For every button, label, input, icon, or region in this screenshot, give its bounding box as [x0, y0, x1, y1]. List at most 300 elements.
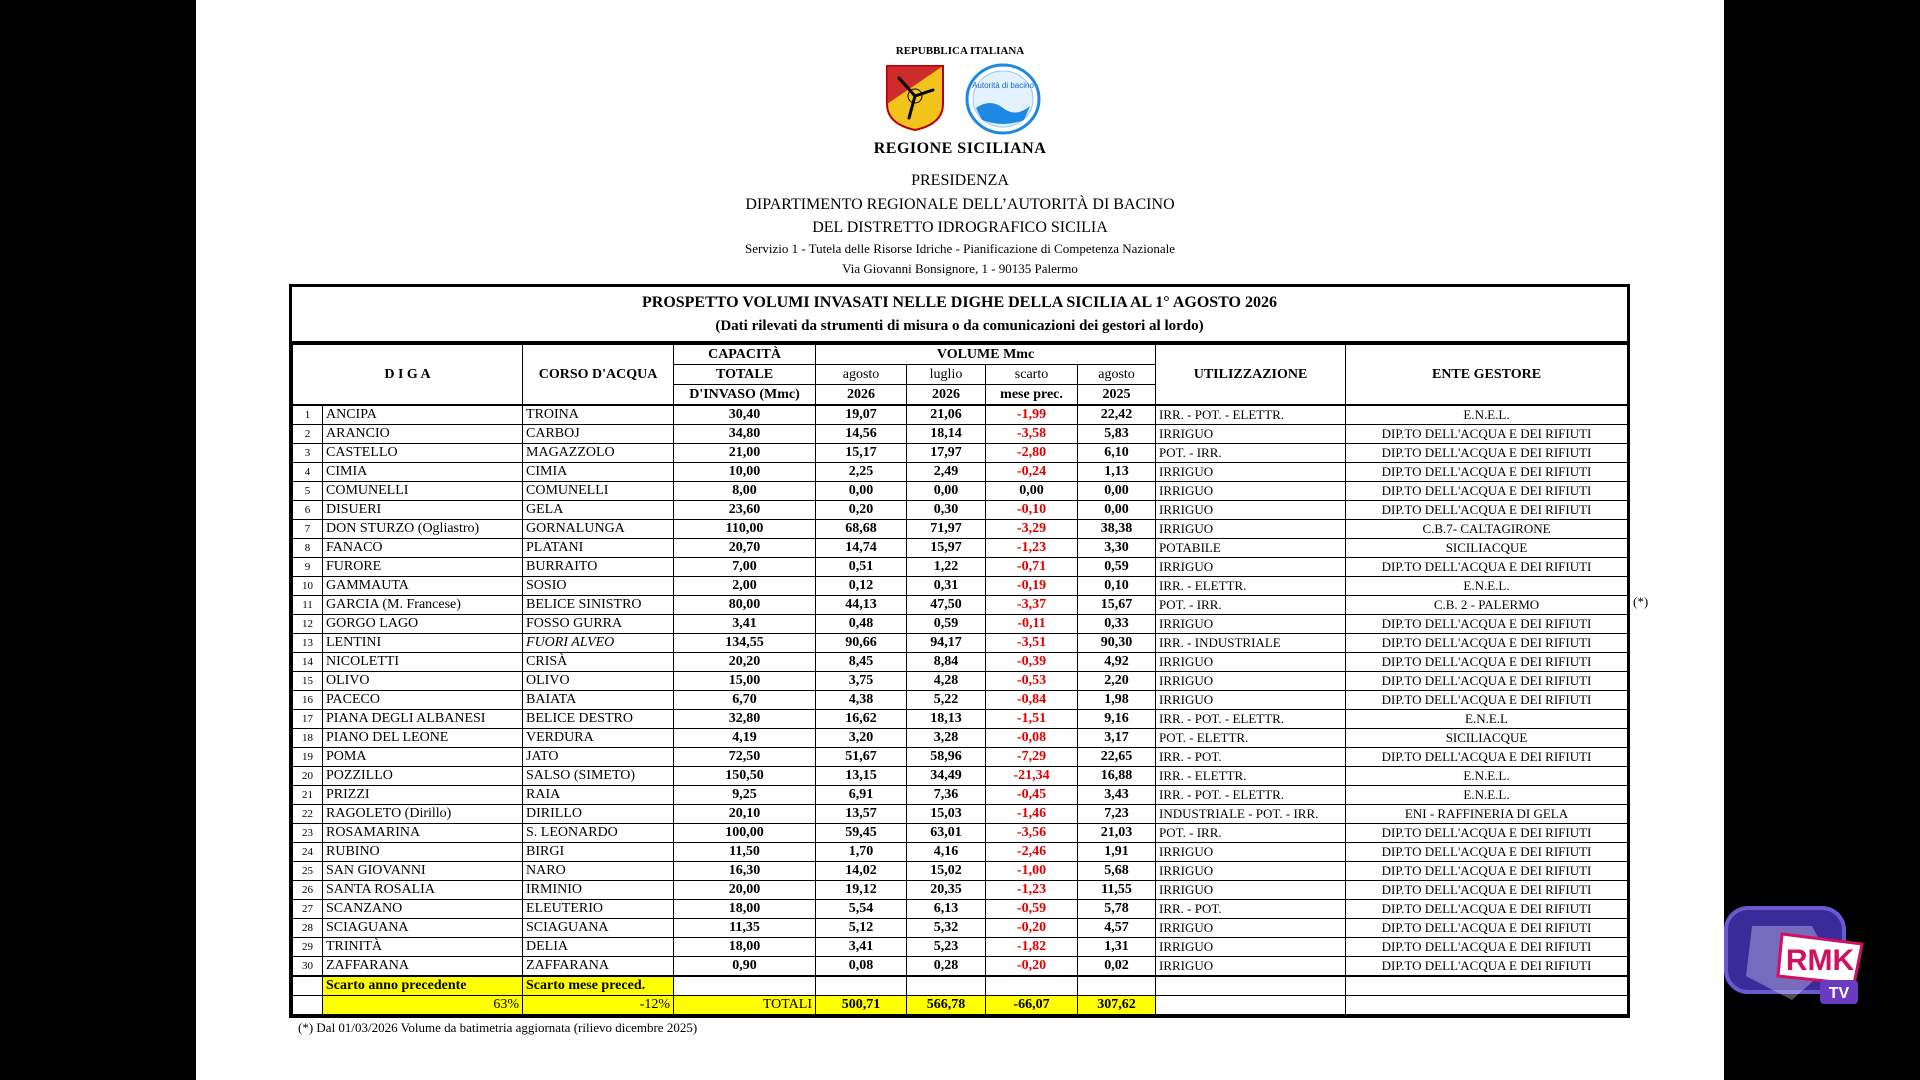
river-name: BAIATA [523, 691, 674, 710]
volume-agosto-2026: 14,02 [816, 862, 907, 881]
table-subtitle: (Dati rilevati da strumenti di misura o da comunicazioni dei gestori al lordo) [715, 318, 1204, 334]
managing-entity: DIP.TO DELL'ACQUA E DEI RIFIUTI [1346, 482, 1628, 501]
volume-luglio-2026: 34,49 [907, 767, 986, 786]
department-line-1: DIPARTIMENTO REGIONALE DELL’AUTORITÀ DI BACINO [745, 196, 1175, 213]
volume-agosto-2026: 68,68 [816, 520, 907, 539]
dam-name: SCIAGUANA [323, 919, 523, 938]
volume-agosto-2026: 4,38 [816, 691, 907, 710]
volume-agosto-2026: 14,56 [816, 425, 907, 444]
utilization: IRRIGUO [1156, 463, 1346, 482]
utilization: POT. - IRR. [1156, 444, 1346, 463]
rmk-tv-watermark-logo [1722, 904, 1872, 1012]
river-name: BELICE SINISTRO [523, 596, 674, 615]
republic-label: REPUBBLICA ITALIANA [895, 45, 1025, 57]
dam-name: SANTA ROSALIA [323, 881, 523, 900]
dam-name: DON STURZO (Ogliastro) [323, 520, 523, 539]
volume-agosto-2025: 22,65 [1078, 748, 1156, 767]
volume-scarto: -0,20 [986, 919, 1078, 938]
river-name: NARO [523, 862, 674, 881]
volume-luglio-2026: 20,35 [907, 881, 986, 900]
dam-name: ZAFFARANA [323, 957, 523, 977]
table-footer [293, 976, 1628, 1015]
utilization: IRRIGUO [1156, 653, 1346, 672]
dam-name: GORGO LAGO [323, 615, 523, 634]
volume-luglio-2026: 17,97 [907, 444, 986, 463]
managing-entity: DIP.TO DELL'ACQUA E DEI RIFIUTI [1346, 558, 1628, 577]
volume-luglio-2026: 58,96 [907, 748, 986, 767]
row-index: 11 [293, 596, 323, 615]
volume-agosto-2026: 0,08 [816, 957, 907, 977]
volume-agosto-2025: 5,83 [1078, 425, 1156, 444]
volume-agosto-2025: 2,20 [1078, 672, 1156, 691]
river-name: MAGAZZOLO [523, 444, 674, 463]
volume-luglio-2026: 4,28 [907, 672, 986, 691]
volume-scarto: -1,82 [986, 938, 1078, 957]
volume-luglio-2026: 8,84 [907, 653, 986, 672]
table-row [293, 900, 1628, 919]
dam-name: ARANCIO [323, 425, 523, 444]
table-row [293, 634, 1628, 653]
volume-luglio-2026: 0,28 [907, 957, 986, 977]
managing-entity: SICILIACQUE [1346, 539, 1628, 558]
river-name: FUORI ALVEO [523, 634, 674, 653]
row-index: 13 [293, 634, 323, 653]
capacity: 150,50 [674, 767, 816, 786]
volume-scarto: -3,51 [986, 634, 1078, 653]
volume-agosto-2026: 19,12 [816, 881, 907, 900]
dam-name: SAN GIOVANNI [323, 862, 523, 881]
adb-logo-text: Autorità di bacino [972, 81, 1034, 90]
utilization: IRRIGUO [1156, 919, 1346, 938]
capacity: 15,00 [674, 672, 816, 691]
capacity: 20,70 [674, 539, 816, 558]
total-scarto: -66,07 [986, 996, 1078, 1015]
capacity: 18,00 [674, 938, 816, 957]
capacity: 30,40 [674, 405, 816, 425]
volume-scarto: -7,29 [986, 748, 1078, 767]
volume-luglio-2026: 94,17 [907, 634, 986, 653]
managing-entity: DIP.TO DELL'ACQUA E DEI RIFIUTI [1346, 463, 1628, 482]
capacity: 9,25 [674, 786, 816, 805]
river-name: CARBOJ [523, 425, 674, 444]
river-name: S. LEONARDO [523, 824, 674, 843]
capacity: 100,00 [674, 824, 816, 843]
managing-entity: DIP.TO DELL'ACQUA E DEI RIFIUTI [1346, 501, 1628, 520]
volume-scarto: -0,08 [986, 729, 1078, 748]
volume-luglio-2026: 2,49 [907, 463, 986, 482]
dam-name: PACECO [323, 691, 523, 710]
utilization: IRR. - POT. [1156, 900, 1346, 919]
volume-luglio-2026: 21,06 [907, 405, 986, 425]
managing-entity: ENI - RAFFINERIA DI GELA [1346, 805, 1628, 824]
volume-luglio-2026: 1,22 [907, 558, 986, 577]
row-index: 7 [293, 520, 323, 539]
table-row [293, 615, 1628, 634]
volume-luglio-2026: 7,36 [907, 786, 986, 805]
volume-agosto-2026: 0,51 [816, 558, 907, 577]
dam-name: PIANA DEGLI ALBANESI [323, 710, 523, 729]
volume-scarto: -1,00 [986, 862, 1078, 881]
river-name: BIRGI [523, 843, 674, 862]
row-index: 3 [293, 444, 323, 463]
table-row [293, 748, 1628, 767]
volume-scarto: -3,37 [986, 596, 1078, 615]
managing-entity: DIP.TO DELL'ACQUA E DEI RIFIUTI [1346, 615, 1628, 634]
utilization: IRR. - INDUSTRIALE [1156, 634, 1346, 653]
utilization: POTABILE [1156, 539, 1346, 558]
volume-agosto-2026: 15,17 [816, 444, 907, 463]
rmk-logo-subtext: TV [1828, 985, 1850, 1002]
volume-agosto-2025: 90,30 [1078, 634, 1156, 653]
dam-name: TRINITÀ [323, 938, 523, 957]
row-index: 19 [293, 748, 323, 767]
table-row [293, 672, 1628, 691]
volume-agosto-2025: 1,13 [1078, 463, 1156, 482]
river-name: PLATANI [523, 539, 674, 558]
row-index: 22 [293, 805, 323, 824]
managing-entity: DIP.TO DELL'ACQUA E DEI RIFIUTI [1346, 919, 1628, 938]
reservoir-table [292, 344, 1628, 1015]
managing-entity: DIP.TO DELL'ACQUA E DEI RIFIUTI [1346, 691, 1628, 710]
header-volume: VOLUME Mmc [816, 345, 1156, 365]
volume-luglio-2026: 0,31 [907, 577, 986, 596]
managing-entity: DIP.TO DELL'ACQUA E DEI RIFIUTI [1346, 900, 1628, 919]
volume-agosto-2025: 38,38 [1078, 520, 1156, 539]
header-capacita-2: TOTALE [674, 365, 816, 385]
row-index: 2 [293, 425, 323, 444]
managing-entity: DIP.TO DELL'ACQUA E DEI RIFIUTI [1346, 881, 1628, 900]
utilization: IRRIGUO [1156, 520, 1346, 539]
volume-agosto-2026: 0,48 [816, 615, 907, 634]
header-scarto-b: mese prec. [986, 385, 1078, 406]
header-corso: CORSO D'ACQUA [523, 345, 674, 406]
table-row [293, 425, 1628, 444]
table-row [293, 786, 1628, 805]
row-index: 26 [293, 881, 323, 900]
volume-agosto-2026: 44,13 [816, 596, 907, 615]
table-row [293, 539, 1628, 558]
table-row [293, 767, 1628, 786]
capacity: 20,00 [674, 881, 816, 900]
header-luglio-2026-b: 2026 [907, 385, 986, 406]
river-name: IRMINIO [523, 881, 674, 900]
table-header [293, 345, 1628, 406]
volume-scarto: -0,39 [986, 653, 1078, 672]
river-name: ZAFFARANA [523, 957, 674, 977]
row-index: 16 [293, 691, 323, 710]
volume-scarto: -0,19 [986, 577, 1078, 596]
volume-scarto: 0,00 [986, 482, 1078, 501]
volume-scarto: -2,80 [986, 444, 1078, 463]
dam-name: POZZILLO [323, 767, 523, 786]
volume-agosto-2025: 3,43 [1078, 786, 1156, 805]
row-index: 27 [293, 900, 323, 919]
dam-name: PRIZZI [323, 786, 523, 805]
volume-agosto-2026: 14,74 [816, 539, 907, 558]
volume-agosto-2025: 0,10 [1078, 577, 1156, 596]
volume-scarto: -0,24 [986, 463, 1078, 482]
volume-agosto-2025: 22,42 [1078, 405, 1156, 425]
region-name: REGIONE SICILIANA [873, 140, 1047, 157]
table-body [293, 405, 1628, 976]
row-index: 29 [293, 938, 323, 957]
volume-scarto: -1,46 [986, 805, 1078, 824]
volume-agosto-2026: 8,45 [816, 653, 907, 672]
volume-agosto-2026: 13,15 [816, 767, 907, 786]
river-name: ELEUTERIO [523, 900, 674, 919]
capacity: 110,00 [674, 520, 816, 539]
volume-agosto-2026: 3,75 [816, 672, 907, 691]
capacity: 20,20 [674, 653, 816, 672]
managing-entity: E.N.E.L. [1346, 767, 1628, 786]
river-name: SOSIO [523, 577, 674, 596]
row-index: 28 [293, 919, 323, 938]
dam-name: SCANZANO [323, 900, 523, 919]
dam-name: PIANO DEL LEONE [323, 729, 523, 748]
row-index: 25 [293, 862, 323, 881]
capacity: 34,80 [674, 425, 816, 444]
utilization: IRR. - POT. [1156, 748, 1346, 767]
scarto-anno-label: Scarto anno precedente [323, 976, 523, 996]
header-scarto-a: scarto [986, 365, 1078, 385]
table-row [293, 919, 1628, 938]
volume-agosto-2026: 13,57 [816, 805, 907, 824]
table-row [293, 843, 1628, 862]
volume-agosto-2025: 0,59 [1078, 558, 1156, 577]
table-row [293, 558, 1628, 577]
utilization: IRRIGUO [1156, 881, 1346, 900]
garcia-footnote-marker: (*) [1633, 594, 1649, 609]
capacity: 11,50 [674, 843, 816, 862]
river-name: TROINA [523, 405, 674, 425]
dam-name: CASTELLO [323, 444, 523, 463]
row-index: 20 [293, 767, 323, 786]
volume-agosto-2025: 1,91 [1078, 843, 1156, 862]
managing-entity: C.B. 2 - PALERMO [1346, 596, 1628, 615]
river-name: OLIVO [523, 672, 674, 691]
row-index: 8 [293, 539, 323, 558]
capacity: 8,00 [674, 482, 816, 501]
river-name: CIMIA [523, 463, 674, 482]
dam-name: LENTINI [323, 634, 523, 653]
volume-agosto-2026: 16,62 [816, 710, 907, 729]
managing-entity: DIP.TO DELL'ACQUA E DEI RIFIUTI [1346, 862, 1628, 881]
volume-agosto-2026: 0,12 [816, 577, 907, 596]
volume-scarto: -2,46 [986, 843, 1078, 862]
table-row [293, 729, 1628, 748]
volume-agosto-2025: 4,92 [1078, 653, 1156, 672]
row-index: 17 [293, 710, 323, 729]
volume-agosto-2026: 3,20 [816, 729, 907, 748]
volume-agosto-2025: 3,30 [1078, 539, 1156, 558]
river-name: BELICE DESTRO [523, 710, 674, 729]
utilization: IRR. - POT. - ELETTR. [1156, 786, 1346, 805]
volume-agosto-2025: 15,67 [1078, 596, 1156, 615]
rmk-logo-text: RMK [1785, 944, 1855, 977]
managing-entity: C.B.7- CALTAGIRONE [1346, 520, 1628, 539]
volume-scarto: -1,23 [986, 539, 1078, 558]
utilization: IRRIGUO [1156, 672, 1346, 691]
autorita-di-bacino-logo [964, 62, 1042, 136]
volume-luglio-2026: 5,23 [907, 938, 986, 957]
volume-luglio-2026: 4,16 [907, 843, 986, 862]
document-page [196, 0, 1724, 1080]
row-index: 12 [293, 615, 323, 634]
capacity: 4,19 [674, 729, 816, 748]
total-luglio-2026: 566,78 [907, 996, 986, 1015]
volume-agosto-2025: 0,02 [1078, 957, 1156, 977]
managing-entity: E.N.E.L. [1346, 786, 1628, 805]
managing-entity: E.N.E.L [1346, 710, 1628, 729]
utilization: IRRIGUO [1156, 862, 1346, 881]
river-name: COMUNELLI [523, 482, 674, 501]
dam-name: GAMMAUTA [323, 577, 523, 596]
table-row [293, 482, 1628, 501]
table-row [293, 463, 1628, 482]
volume-agosto-2025: 9,16 [1078, 710, 1156, 729]
volume-agosto-2025: 1,98 [1078, 691, 1156, 710]
header-capacita-1: CAPACITÀ [674, 345, 816, 365]
table-row [293, 501, 1628, 520]
volume-agosto-2025: 5,68 [1078, 862, 1156, 881]
row-index: 23 [293, 824, 323, 843]
table-title-box [292, 287, 1627, 344]
volume-scarto: -3,29 [986, 520, 1078, 539]
header-ente: ENTE GESTORE [1346, 345, 1628, 406]
dam-name: FURORE [323, 558, 523, 577]
table-row [293, 653, 1628, 672]
volume-agosto-2025: 4,57 [1078, 919, 1156, 938]
service-line: Servizio 1 - Tutela delle Risorse Idriche - Pianificazione di Competenza Nazionale [745, 241, 1175, 256]
managing-entity: E.N.E.L. [1346, 577, 1628, 596]
managing-entity: DIP.TO DELL'ACQUA E DEI RIFIUTI [1346, 653, 1628, 672]
header-diga: D I G A [293, 345, 523, 406]
capacity: 72,50 [674, 748, 816, 767]
capacity: 134,55 [674, 634, 816, 653]
scarto-mese-label: Scarto mese preced. [523, 976, 674, 996]
capacity: 16,30 [674, 862, 816, 881]
volume-agosto-2026: 5,54 [816, 900, 907, 919]
scarto-anno-value: 63% [323, 996, 523, 1015]
utilization: IRRIGUO [1156, 615, 1346, 634]
managing-entity: DIP.TO DELL'ACQUA E DEI RIFIUTI [1346, 843, 1628, 862]
volume-scarto: -21,34 [986, 767, 1078, 786]
capacity: 18,00 [674, 900, 816, 919]
utilization: IRR. - POT. - ELETTR. [1156, 405, 1346, 425]
river-name: BURRAITO [523, 558, 674, 577]
row-index: 21 [293, 786, 323, 805]
table-row [293, 824, 1628, 843]
volume-luglio-2026: 3,28 [907, 729, 986, 748]
table-row [293, 405, 1628, 425]
volume-agosto-2026: 3,41 [816, 938, 907, 957]
table-row [293, 444, 1628, 463]
volume-luglio-2026: 6,13 [907, 900, 986, 919]
volume-scarto: -0,45 [986, 786, 1078, 805]
dam-name: COMUNELLI [323, 482, 523, 501]
managing-entity: DIP.TO DELL'ACQUA E DEI RIFIUTI [1346, 425, 1628, 444]
capacity: 6,70 [674, 691, 816, 710]
dam-name: GARCIA (M. Francese) [323, 596, 523, 615]
volume-luglio-2026: 71,97 [907, 520, 986, 539]
river-name: GELA [523, 501, 674, 520]
row-index: 9 [293, 558, 323, 577]
table-row [293, 596, 1628, 615]
dam-name: POMA [323, 748, 523, 767]
utilization: INDUSTRIALE - POT. - IRR. [1156, 805, 1346, 824]
volume-luglio-2026: 18,13 [907, 710, 986, 729]
total-agosto-2025: 307,62 [1078, 996, 1156, 1015]
utilization: IRRIGUO [1156, 691, 1346, 710]
header-luglio-2026-a: luglio [907, 365, 986, 385]
total-agosto-2026: 500,71 [816, 996, 907, 1015]
managing-entity: DIP.TO DELL'ACQUA E DEI RIFIUTI [1346, 672, 1628, 691]
capacity: 23,60 [674, 501, 816, 520]
row-index: 24 [293, 843, 323, 862]
volume-scarto: -1,99 [986, 405, 1078, 425]
capacity: 80,00 [674, 596, 816, 615]
volume-luglio-2026: 5,32 [907, 919, 986, 938]
volume-luglio-2026: 5,22 [907, 691, 986, 710]
capacity: 32,80 [674, 710, 816, 729]
dam-name: OLIVO [323, 672, 523, 691]
volume-scarto: -0,11 [986, 615, 1078, 634]
river-name: SALSO (SIMETO) [523, 767, 674, 786]
header-agosto-2026-a: agosto [816, 365, 907, 385]
row-index: 14 [293, 653, 323, 672]
row-index: 1 [293, 405, 323, 425]
dam-name: ROSAMARINA [323, 824, 523, 843]
volume-agosto-2025: 7,23 [1078, 805, 1156, 824]
header-agosto-2025-b: 2025 [1078, 385, 1156, 406]
volume-agosto-2026: 0,00 [816, 482, 907, 501]
volume-scarto: -1,51 [986, 710, 1078, 729]
volume-scarto: -0,53 [986, 672, 1078, 691]
header-utilizzazione: UTILIZZAZIONE [1156, 345, 1346, 406]
volume-scarto: -0,59 [986, 900, 1078, 919]
capacity: 20,10 [674, 805, 816, 824]
volume-scarto: -3,56 [986, 824, 1078, 843]
reservoir-table-box [289, 284, 1630, 1018]
volume-luglio-2026: 18,14 [907, 425, 986, 444]
dam-name: RUBINO [323, 843, 523, 862]
scarto-mese-value: -12% [523, 996, 674, 1015]
volume-agosto-2025: 0,00 [1078, 482, 1156, 501]
volume-luglio-2026: 63,01 [907, 824, 986, 843]
row-index: 5 [293, 482, 323, 501]
table-row [293, 957, 1628, 977]
utilization: IRRIGUO [1156, 482, 1346, 501]
row-index: 6 [293, 501, 323, 520]
table-row [293, 862, 1628, 881]
volume-agosto-2026: 6,91 [816, 786, 907, 805]
volume-agosto-2025: 16,88 [1078, 767, 1156, 786]
row-index: 15 [293, 672, 323, 691]
table-row [293, 881, 1628, 900]
managing-entity: E.N.E.L. [1346, 405, 1628, 425]
volume-agosto-2026: 59,45 [816, 824, 907, 843]
river-name: FOSSO GURRA [523, 615, 674, 634]
managing-entity: DIP.TO DELL'ACQUA E DEI RIFIUTI [1346, 748, 1628, 767]
table-row [293, 938, 1628, 957]
managing-entity: DIP.TO DELL'ACQUA E DEI RIFIUTI [1346, 957, 1628, 977]
utilization: IRRIGUO [1156, 501, 1346, 520]
volume-scarto: -3,58 [986, 425, 1078, 444]
table-row [293, 577, 1628, 596]
volume-agosto-2025: 1,31 [1078, 938, 1156, 957]
address-line: Via Giovanni Bonsignore, 1 - 90135 Palermo [842, 261, 1078, 276]
row-index: 30 [293, 957, 323, 977]
